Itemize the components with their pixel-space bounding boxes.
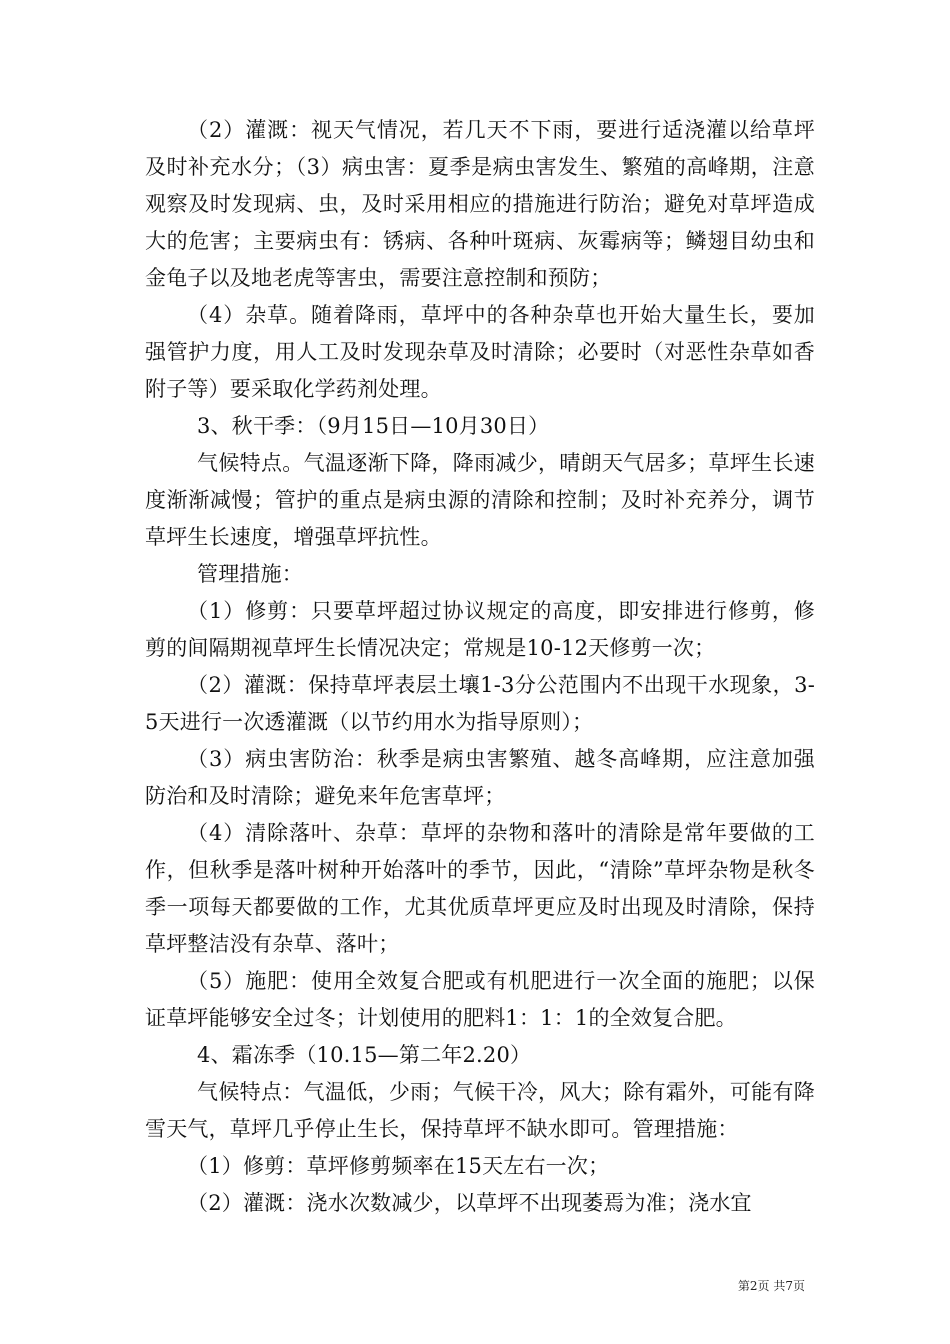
- paragraph-management-label: 管理措施：: [197, 562, 303, 586]
- paragraph-frost-climate: 气候特点：气温低，少雨；气候干冷，风大；除有霜外，可能有降雪天气，草坪几乎停止生长，保持草坪不缺水即可。管理措施：: [145, 1080, 815, 1141]
- paragraph-frost-pruning: （1）修剪：草坪修剪频率在15天左右一次；: [187, 1154, 610, 1178]
- paragraph-frost-irrigation: （2）灌溉：浇水次数减少，以草坪不出现萎焉为准；浇水宜: [187, 1191, 752, 1215]
- paragraph-autumn-climate: 气候特点。气温逐渐下降，降雨减少，晴朗天气居多；草坪生长速度渐渐减慢；管护的重点是病虫源的清除和控制；及时补充养分，调节草坪生长速度，增强草坪抗性。: [145, 451, 815, 549]
- paragraph-irrigation-pests: （2）灌溉：视天气情况，若几天不下雨，要进行适浇灌以给草坪及时补充水分；（3）病虫害：夏季是病虫害发生、繁殖的高峰期，注意观察及时发现病、虫，及时采用相应的措施进行防治；避免对草坪造成大的危害；主要病虫有：锈病、各种叶斑病、灰霉病等；鳞翅目幼虫和金龟子以及地老虎等害虫，需要注意控制和预防；: [145, 118, 815, 290]
- section-heading-autumn: 3、秋干季：（9月15日—10月30日）: [197, 414, 550, 438]
- paragraph-autumn-irrigation: （2）灌溉：保持草坪表层土壤1-3分公范围内不出现干水现象，3-5天进行一次透灌溉（以节约用水为指导原则）；: [145, 673, 815, 734]
- paragraph-autumn-fertilizing: （5）施肥：使用全效复合肥或有机肥进行一次全面的施肥；以保证草坪能够安全过冬；计划使用的肥料1：1：1的全效复合肥。: [145, 969, 815, 1030]
- paragraph-autumn-pruning: （1）修剪：只要草坪超过协议规定的高度，即安排进行修剪，修剪的间隔期视草坪生长情况决定；常规是10-12天修剪一次；: [145, 599, 815, 660]
- document-body: [145, 112, 815, 1222]
- paragraph-autumn-cleaning: （4）清除落叶、杂草：草坪的杂物和落叶的清除是常年要做的工作，但秋季是落叶树种开始落叶的季节，因此，“清除”草坪杂物是秋冬季一项每天都要做的工作，尤其优质草坪更应及时出现及时清除，保持草坪整洁没有杂草、落叶；: [145, 821, 815, 956]
- paragraph-autumn-pest-control: （3）病虫害防治：秋季是病虫害繁殖、越冬高峰期，应注意加强防治和及时清除；避免来年危害草坪；: [145, 747, 815, 808]
- section-heading-frost: 4、霜冻季（10.15—第二年2.20）: [197, 1043, 532, 1067]
- paragraph-weeds: （4）杂草。随着降雨，草坪中的各种杂草也开始大量生长，要加强管护力度，用人工及时发现杂草及时清除；必要时（对恶性杂草如香附子等）要采取化学药剂处理。: [145, 303, 815, 401]
- page-number-footer: 第2页 共7页: [737, 1279, 805, 1293]
